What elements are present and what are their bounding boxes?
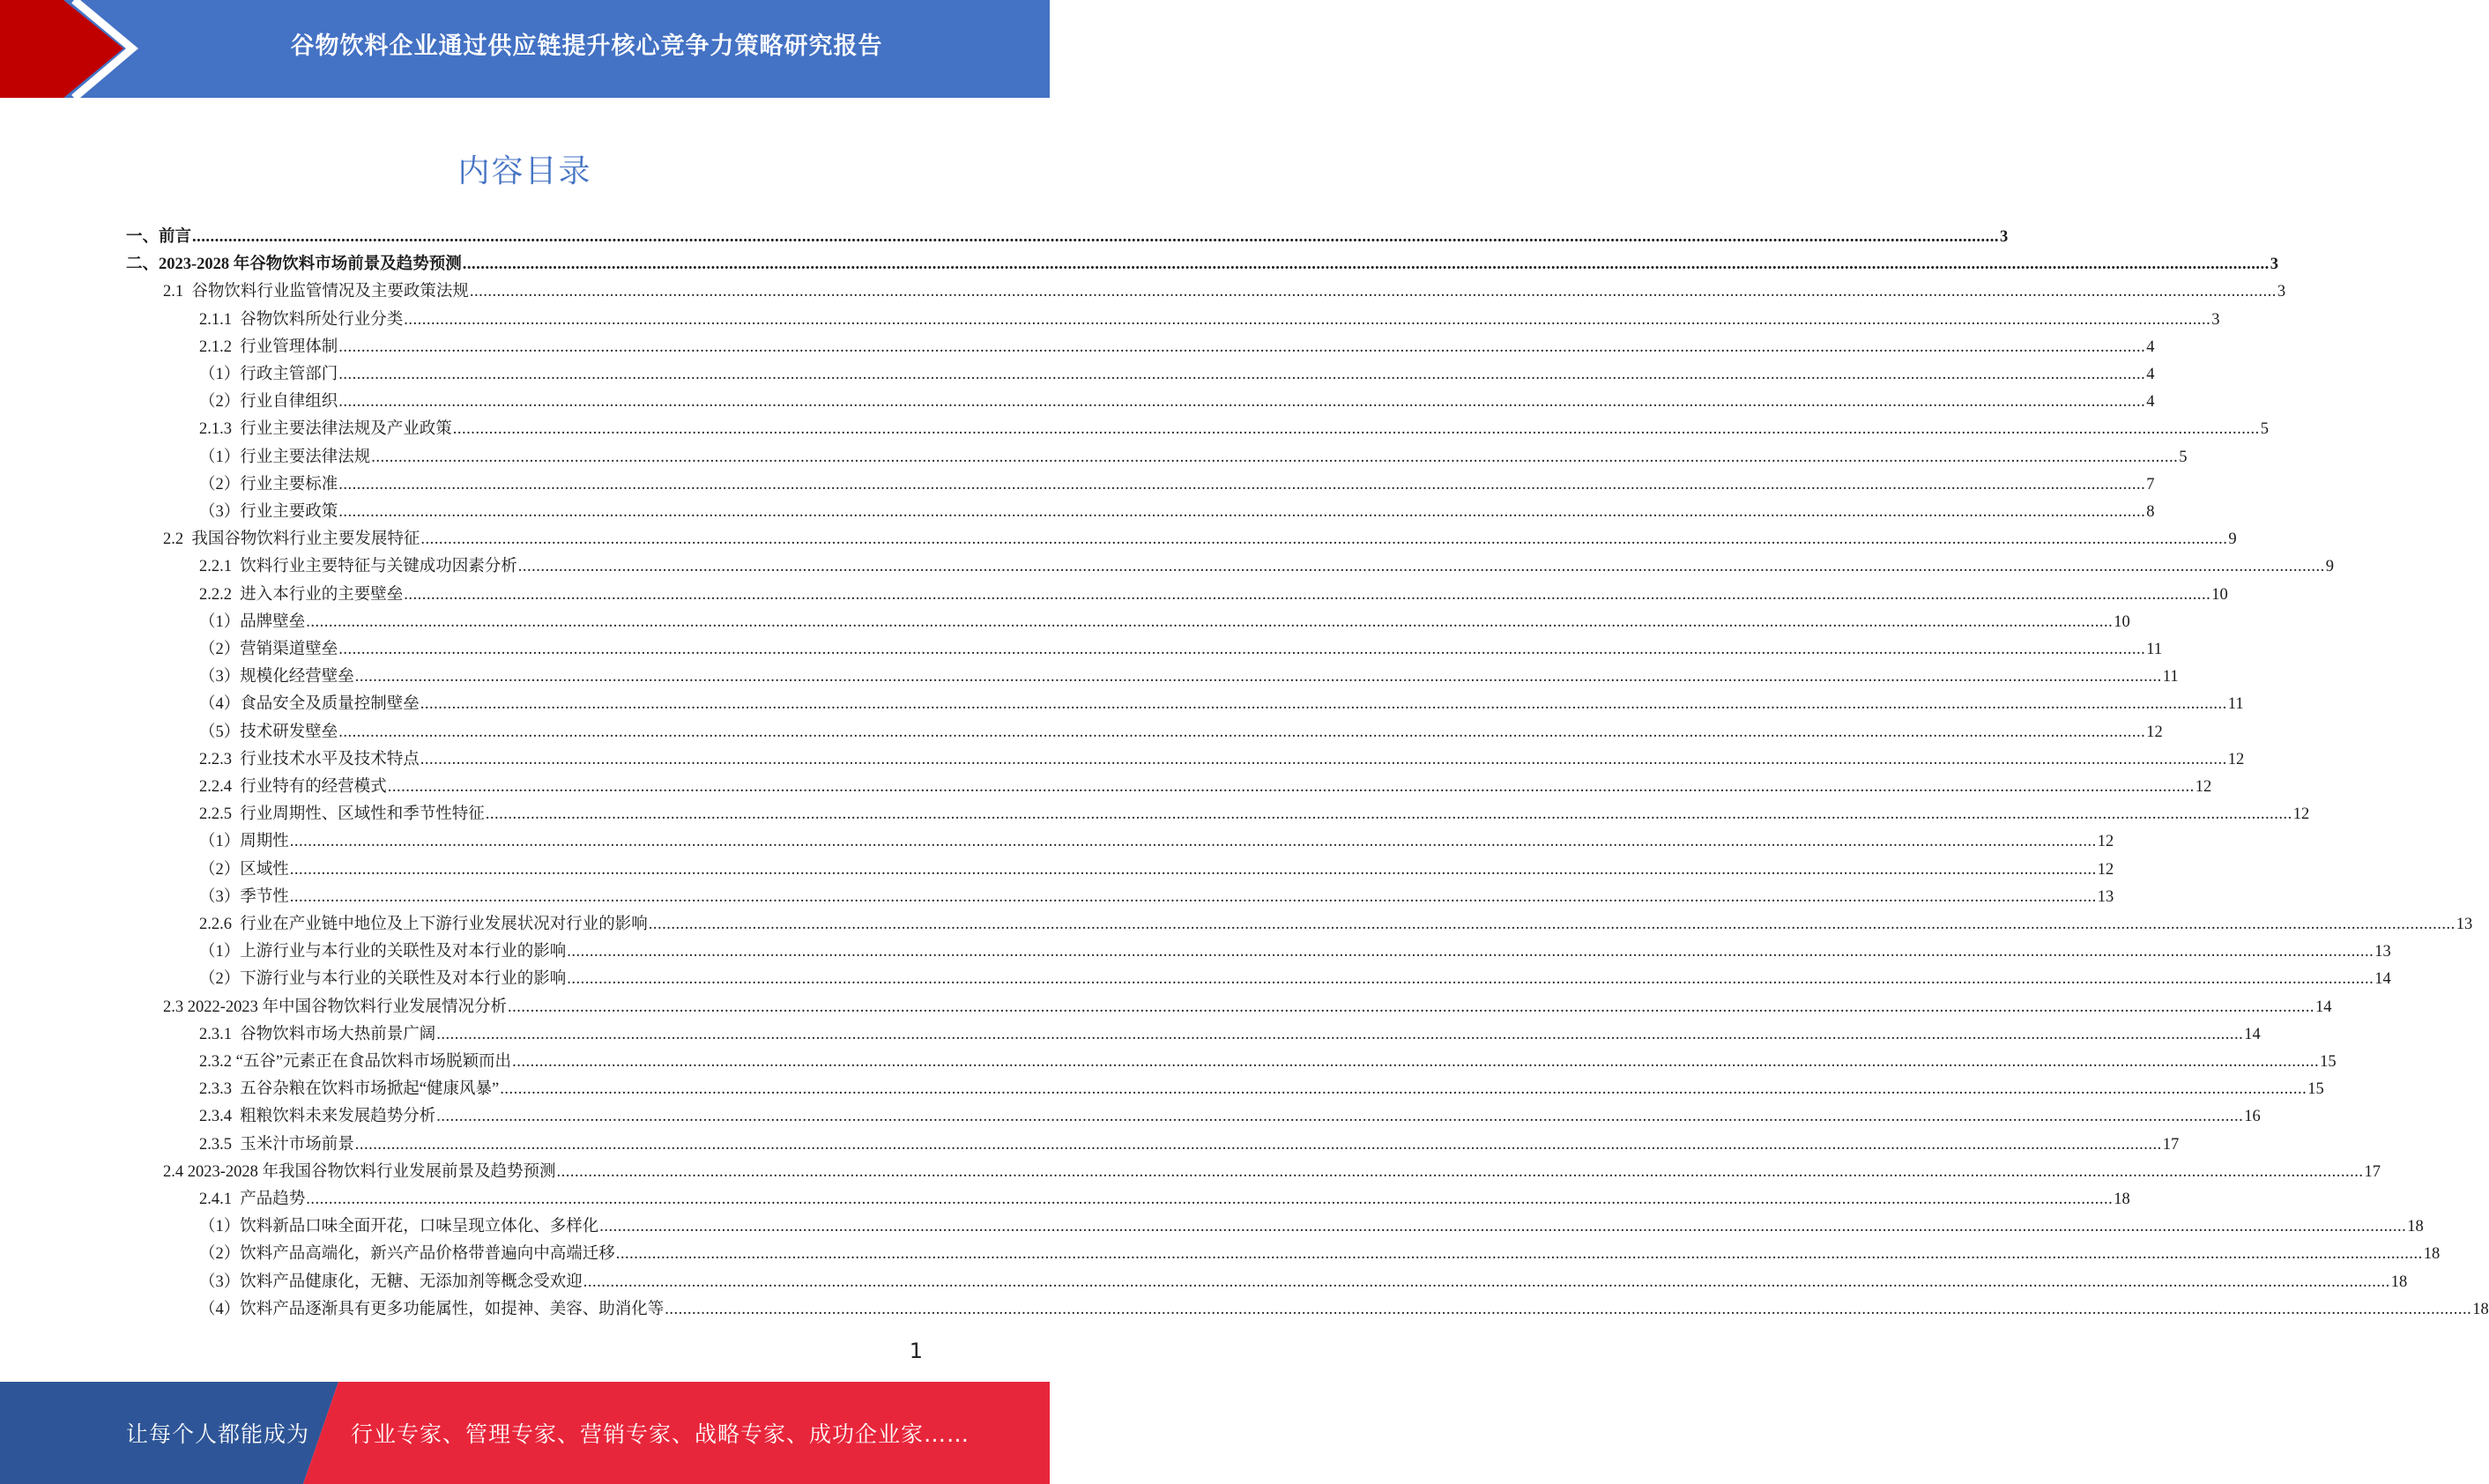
toc-entry[interactable] xyxy=(199,471,2155,499)
toc-entry[interactable] xyxy=(126,251,2279,278)
toc-entry[interactable] xyxy=(163,526,2237,553)
toc-entry-title: （5）技术研发壁垒 xyxy=(199,723,338,741)
toc-entry-title: （2）区域性 xyxy=(199,860,289,879)
toc-entry[interactable] xyxy=(126,224,2009,251)
toc-entry[interactable] xyxy=(199,966,2391,993)
toc-entry[interactable] xyxy=(199,1186,2130,1213)
toc-entry[interactable] xyxy=(199,857,2114,884)
toc-dot-leader: ................................................................................................................................................................................................................................................................................................................................................................................................................ xyxy=(354,1135,2162,1154)
toc-entry-page: 10 xyxy=(2211,585,2228,604)
toc-entry-title: （3）规模化经营壁垒 xyxy=(199,668,354,686)
toc-entry-title: （3）行业主要政策 xyxy=(199,503,338,521)
toc-entry-page: 17 xyxy=(2364,1162,2381,1181)
toc-entry[interactable] xyxy=(199,884,2114,911)
toc-entry[interactable] xyxy=(199,1132,2180,1159)
toc-entry-title: （1）周期性 xyxy=(199,833,289,851)
toc-entry[interactable] xyxy=(199,334,2155,361)
header-banner xyxy=(0,0,1050,98)
toc-dot-leader: ................................................................................................................................................................................................................................................................................................................................................................................................................ xyxy=(306,1191,2114,1208)
toc-dot-leader: ................................................................................................................................................................................................................................................................................................................................................................................................................ xyxy=(648,916,2456,933)
toc-dot-leader: ................................................................................................................................................................................................................................................................................................................................................................................................................ xyxy=(462,256,2270,274)
toc-entry[interactable] xyxy=(199,389,2155,416)
toc-dot-leader: ................................................................................................................................................................................................................................................................................................................................................................................................................ xyxy=(404,310,2211,329)
toc-entry[interactable] xyxy=(199,499,2155,526)
toc-entry-title: 一、前言 xyxy=(126,228,192,246)
toc-entry[interactable] xyxy=(199,307,2220,334)
toc-entry-title: 2.4 2023-2028 年我国谷物饮料行业发展前景及趋势预测 xyxy=(163,1162,556,1181)
toc-entry-page: 12 xyxy=(2097,833,2114,851)
toc-entry[interactable] xyxy=(199,636,2163,664)
toc-dot-leader: ................................................................................................................................................................................................................................................................................................................................................................................................................ xyxy=(289,887,2097,906)
toc-entry-page: 18 xyxy=(2407,1218,2424,1236)
toc-entry-title: 2.4.1 产品趋势 xyxy=(199,1191,306,1208)
toc-entry-page: 12 xyxy=(2146,723,2163,741)
toc-entry[interactable] xyxy=(199,774,2212,801)
toc-entry-title: 2.3.2 “五谷”元素正在食品饮料市场脱颖而出 xyxy=(199,1053,512,1071)
toc-dot-leader: ................................................................................................................................................................................................................................................................................................................................................................................................................ xyxy=(338,641,2146,658)
toc-entry[interactable] xyxy=(199,939,2391,966)
toc-entry-page: 12 xyxy=(2097,860,2114,879)
toc-dot-leader: ................................................................................................................................................................................................................................................................................................................................................................................................................ xyxy=(517,558,2325,576)
toc-entry-title: （1）品牌壁垒 xyxy=(199,612,306,631)
footer-banner xyxy=(0,1382,1050,1484)
toc-entry[interactable] xyxy=(199,1049,2337,1076)
toc-entry[interactable] xyxy=(199,1103,2261,1131)
toc-entry-page: 13 xyxy=(2456,916,2473,933)
toc-entry-title: （2）营销渠道壁垒 xyxy=(199,641,338,658)
toc-entry-page: 14 xyxy=(2315,998,2332,1016)
toc-entry-page: 12 xyxy=(2292,805,2310,824)
toc-entry-page: 13 xyxy=(2374,943,2391,961)
toc-dot-leader: ................................................................................................................................................................................................................................................................................................................................................................................................................ xyxy=(599,1218,2407,1236)
toc-entry-page: 18 xyxy=(2423,1245,2441,1264)
toc-entry-title: （1）饮料新品口味全面开花，口味呈现立体化、多样化 xyxy=(199,1218,599,1236)
toc-entry-page: 10 xyxy=(2114,612,2130,631)
toc-entry[interactable] xyxy=(199,691,2244,718)
toc-entry[interactable] xyxy=(199,801,2310,828)
toc-dot-leader: ................................................................................................................................................................................................................................................................................................................................................................................................................ xyxy=(404,585,2211,604)
toc-entry-title: （2）下游行业与本行业的关联性及对本行业的影响 xyxy=(199,970,567,989)
toc-entry[interactable] xyxy=(199,746,2245,774)
toc-dot-leader: ................................................................................................................................................................................................................................................................................................................................................................................................................ xyxy=(289,860,2097,879)
toc-dot-leader: ................................................................................................................................................................................................................................................................................................................................................................................................................ xyxy=(567,943,2374,961)
toc-entry-page: 4 xyxy=(2146,338,2155,356)
toc-entry-title: （2）饮料产品高端化，新兴产品价格带普遍向中高端迁移 xyxy=(199,1245,615,1264)
toc-entry-page: 18 xyxy=(2390,1273,2408,1291)
toc-entry[interactable] xyxy=(199,828,2114,856)
toc-entry-title: （3）饮料产品健康化，无糖、无添加剂等概念受欢迎 xyxy=(199,1273,583,1291)
toc-entry-title: 2.1 谷物饮料行业监管情况及主要政策法规 xyxy=(163,283,469,301)
toc-dot-leader: ................................................................................................................................................................................................................................................................................................................................................................................................................ xyxy=(567,970,2374,989)
toc-entry[interactable] xyxy=(199,416,2270,443)
toc-dot-leader: ................................................................................................................................................................................................................................................................................................................................................................................................................ xyxy=(452,420,2260,439)
toc-entry-page: 14 xyxy=(2374,970,2391,989)
toc-entry-title: 2.3.1 谷物饮料市场大热前景广阔 xyxy=(199,1025,436,1043)
toc-dot-leader: ................................................................................................................................................................................................................................................................................................................................................................................................................ xyxy=(338,393,2146,412)
toc-dot-leader: ................................................................................................................................................................................................................................................................................................................................................................................................................ xyxy=(354,668,2162,686)
toc-entry-title: （4）食品安全及质量控制壁垒 xyxy=(199,695,420,714)
toc-entry-page: 5 xyxy=(2179,448,2188,466)
toc-entry-page: 3 xyxy=(2277,283,2286,301)
header-arrow-decoration xyxy=(0,0,141,98)
toc-entry[interactable] xyxy=(163,1159,2381,1186)
toc-entry-page: 11 xyxy=(2227,695,2244,714)
toc-dot-leader: ................................................................................................................................................................................................................................................................................................................................................................................................................ xyxy=(615,1245,2423,1264)
document-title: 谷物饮料企业通过供应链提升核心竞争力策略研究报告 xyxy=(290,32,883,60)
toc-entry-title: （1）行政主管部门 xyxy=(199,366,338,383)
toc-entry-page: 4 xyxy=(2146,393,2155,412)
toc-entry-page: 4 xyxy=(2146,366,2155,383)
toc-dot-leader: ................................................................................................................................................................................................................................................................................................................................................................................................................ xyxy=(338,338,2146,356)
toc-dot-leader: ................................................................................................................................................................................................................................................................................................................................................................................................................ xyxy=(420,531,2228,549)
toc-entry-page: 7 xyxy=(2146,475,2155,493)
toc-entry[interactable] xyxy=(199,1296,2489,1324)
toc-entry-title: （2）行业主要标准 xyxy=(199,475,338,493)
toc-dot-leader: ................................................................................................................................................................................................................................................................................................................................................................................................................ xyxy=(665,1300,2472,1318)
toc-dot-leader: ................................................................................................................................................................................................................................................................................................................................................................................................................ xyxy=(338,723,2146,741)
toc-entry-title: 2.3.5 玉米汁市场前景 xyxy=(199,1135,354,1154)
toc-dot-leader: ................................................................................................................................................................................................................................................................................................................................................................................................................ xyxy=(500,1080,2307,1099)
toc-dot-leader: ................................................................................................................................................................................................................................................................................................................................................................................................................ xyxy=(469,283,2277,301)
toc-entry-title: 2.3.4 粗粮饮料未来发展趋势分析 xyxy=(199,1108,436,1126)
toc-entry[interactable] xyxy=(199,444,2188,471)
toc-entry-title: 2.2.1 饮料行业主要特征与关键成功因素分析 xyxy=(199,558,517,576)
toc-entry-title: 2.1.1 谷物饮料所处行业分类 xyxy=(199,310,404,329)
toc-entry[interactable] xyxy=(199,361,2155,389)
toc-entry-title: （3）季节性 xyxy=(199,887,289,906)
toc-entry-title: （1）上游行业与本行业的关联性及对本行业的影响 xyxy=(199,943,567,961)
toc-entry-title: 2.3.3 五谷杂粮在饮料市场掀起“健康风暴” xyxy=(199,1080,500,1099)
toc-dot-leader: ................................................................................................................................................................................................................................................................................................................................................................................................................ xyxy=(436,1025,2244,1043)
toc-entry-title: 二、2023-2028 年谷物饮料市场前景及趋势预测 xyxy=(126,256,462,274)
toc-entry-page: 18 xyxy=(2472,1300,2489,1318)
toc-dot-leader: ................................................................................................................................................................................................................................................................................................................................................................................................................ xyxy=(485,805,2292,824)
toc-entry-title: （4）饮料产品逐渐具有更多功能属性，如提神、美容、助消化等 xyxy=(199,1300,665,1318)
toc-entry[interactable] xyxy=(199,664,2179,691)
toc-dot-leader: ................................................................................................................................................................................................................................................................................................................................................................................................................ xyxy=(338,503,2146,521)
toc-dot-leader: ................................................................................................................................................................................................................................................................................................................................................................................................................ xyxy=(306,612,2114,631)
toc-entry-title: 2.1.3 行业主要法律法规及产业政策 xyxy=(199,420,452,439)
toc-dot-leader: ................................................................................................................................................................................................................................................................................................................................................................................................................ xyxy=(556,1162,2364,1181)
toc-entry[interactable] xyxy=(199,1269,2408,1296)
toc-entry[interactable] xyxy=(199,1241,2441,1268)
toc-entry-page: 14 xyxy=(2244,1025,2261,1043)
toc-dot-leader: ................................................................................................................................................................................................................................................................................................................................................................................................................ xyxy=(192,228,2000,246)
toc-entry-title: 2.2.5 行业周期性、区域性和季节性特征 xyxy=(199,805,485,824)
toc-entry-page: 5 xyxy=(2260,420,2270,439)
toc-dot-leader: ................................................................................................................................................................................................................................................................................................................................................................................................................ xyxy=(289,833,2097,851)
toc-dot-leader: ................................................................................................................................................................................................................................................................................................................................................................................................................ xyxy=(420,750,2227,768)
toc-entry-page: 17 xyxy=(2162,1135,2180,1154)
toc-entry-page: 8 xyxy=(2146,503,2155,521)
toc-dot-leader: ................................................................................................................................................................................................................................................................................................................................................................................................................ xyxy=(436,1108,2244,1126)
toc-entry-page: 3 xyxy=(2270,256,2279,274)
toc-dot-leader: ................................................................................................................................................................................................................................................................................................................................................................................................................ xyxy=(387,778,2195,796)
toc-entry-title: 2.3 2022-2023 年中国谷物饮料行业发展情况分析 xyxy=(163,998,508,1016)
toc-entry[interactable] xyxy=(199,911,2473,939)
toc-entry-title: （2）行业自律组织 xyxy=(199,393,338,412)
footer-slogan-right: 行业专家、管理专家、营销专家、战略专家、成功企业家…… xyxy=(351,1421,970,1447)
footer-slogan-left: 让每个人都能成为 xyxy=(126,1421,310,1447)
toc-entry-title: 2.2.3 行业技术水平及技术特点 xyxy=(199,750,420,768)
toc-dot-leader: ................................................................................................................................................................................................................................................................................................................................................................................................................ xyxy=(512,1053,2320,1071)
toc-entry-page: 9 xyxy=(2228,531,2237,549)
toc-entry-title: （1）行业主要法律法规 xyxy=(199,448,371,466)
toc-entry[interactable] xyxy=(199,582,2228,609)
toc-entry-page: 12 xyxy=(2195,778,2212,796)
toc-heading: 内容目录 xyxy=(457,153,592,189)
toc-entry-page: 12 xyxy=(2227,750,2245,768)
toc-dot-leader: ................................................................................................................................................................................................................................................................................................................................................................................................................ xyxy=(420,695,2227,714)
toc-entry-page: 3 xyxy=(2000,228,2009,246)
toc-entry[interactable] xyxy=(199,553,2335,581)
toc-entry-page: 11 xyxy=(2146,641,2163,658)
toc-entry-page: 15 xyxy=(2320,1053,2337,1071)
toc-entry-page: 18 xyxy=(2114,1191,2130,1208)
toc-entry[interactable] xyxy=(163,278,2286,306)
toc-entry-title: 2.2.4 行业特有的经营模式 xyxy=(199,778,387,796)
toc-entry-title: 2.2 我国谷物饮料行业主要发展特征 xyxy=(163,531,420,549)
toc-dot-leader: ................................................................................................................................................................................................................................................................................................................................................................................................................ xyxy=(583,1273,2390,1291)
toc-entry-page: 16 xyxy=(2244,1108,2261,1126)
toc-entry-page: 9 xyxy=(2325,558,2335,576)
toc-entry[interactable] xyxy=(163,994,2332,1021)
toc-entry-title: 2.1.2 行业管理体制 xyxy=(199,338,338,356)
toc-dot-leader: ................................................................................................................................................................................................................................................................................................................................................................................................................ xyxy=(371,448,2179,466)
toc-dot-leader: ................................................................................................................................................................................................................................................................................................................................................................................................................ xyxy=(338,366,2146,383)
toc-entry-page: 11 xyxy=(2162,668,2179,686)
toc-entry-page: 15 xyxy=(2307,1080,2324,1099)
toc-entry-title: 2.2.2 进入本行业的主要壁垒 xyxy=(199,585,404,604)
toc-entry-title: 2.2.6 行业在产业链中地位及上下游行业发展状况对行业的影响 xyxy=(199,916,648,933)
toc-entry[interactable] xyxy=(199,1021,2261,1049)
toc-entry[interactable] xyxy=(199,1213,2424,1241)
toc-entry[interactable] xyxy=(199,609,2130,636)
toc-entry-page: 13 xyxy=(2097,887,2114,906)
toc-entry-page: 3 xyxy=(2211,310,2220,329)
toc-entry[interactable] xyxy=(199,719,2163,746)
toc-entry[interactable] xyxy=(199,1076,2324,1103)
toc-dot-leader: ................................................................................................................................................................................................................................................................................................................................................................................................................ xyxy=(338,475,2146,493)
toc-dot-leader: ................................................................................................................................................................................................................................................................................................................................................................................................................ xyxy=(508,998,2315,1016)
page-number: 1 xyxy=(909,1339,923,1363)
